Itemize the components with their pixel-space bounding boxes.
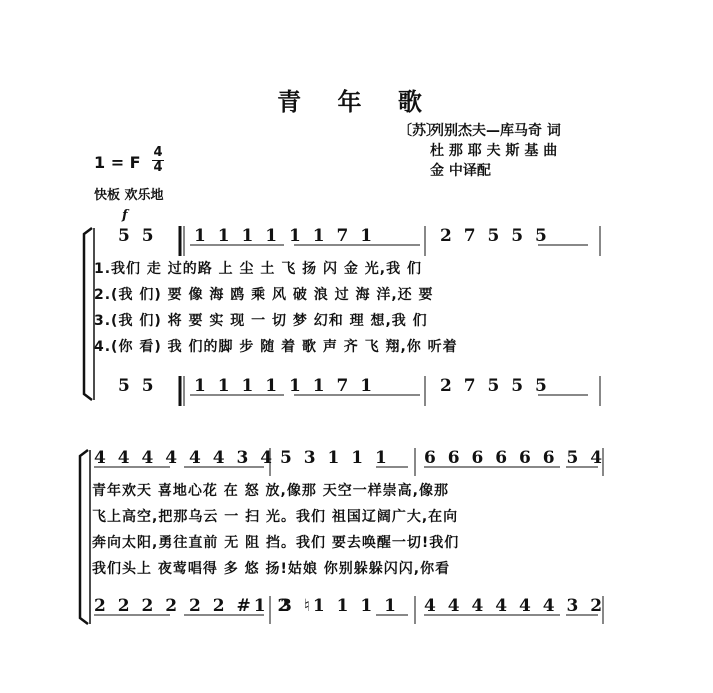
s2-bass-measure2-notes: 3 ♮1 1 1 1 (280, 596, 399, 616)
s1-pickup-notes: 5 5 (118, 226, 157, 246)
s2-lyric-verse4: 我们头上 夜莺唱得 多 悠 扬!姑娘 你别躲躲闪闪,你看 (92, 561, 451, 577)
s1-bass-measure2-notes: 2 7 5 5 5 (440, 376, 550, 396)
key-signature: 1 = F (94, 153, 141, 172)
translator-credit: 金 中译配 (430, 163, 491, 179)
composer-credit: 杜 那 耶 夫 斯 基 曲 (430, 143, 558, 159)
s2-bass-measure3-notes: 4 4 4 4 4 4 3 2 (424, 596, 606, 616)
s2-bass-measure1-notes: 2 2 2 2 2 2 #1 2 (94, 596, 293, 616)
s1-bass-measure1-notes: 1 1 1 1 1 1 7 1 (194, 376, 376, 396)
s2-lyric-verse1: 青年欢天 喜地心花 在 怒 放,像那 天空一样崇高,像那 (92, 483, 450, 499)
s2-measure1-notes: 4 4 4 4 4 4 3 4 (94, 448, 276, 468)
country-bracket: 〔苏〕 (398, 123, 440, 139)
song-title: 青 年 歌 (277, 88, 436, 116)
system2-brace (80, 450, 88, 624)
s2-lyric-verse3: 奔向太阳,勇往直前 无 阻 挡。我们 要去唤醒一切!我们 (92, 535, 460, 551)
s1-lyric-verse2: 2.(我 们) 要 像 海 鸥 乘 风 破 浪 过 海 洋,还 要 (94, 287, 434, 303)
s1-measure2-notes: 2 7 5 5 5 (440, 226, 550, 246)
s1-bass-pickup-notes: 5 5 (118, 376, 157, 396)
s2-measure3-notes: 6 6 6 6 6 6 5 4 (424, 448, 606, 468)
tempo-marking: 快板 欢乐地 (94, 188, 164, 203)
meter-bottom: 4 (153, 160, 163, 175)
s2-lyric-verse2: 飞上高空,把那乌云 一 扫 光。我们 祖国辽阔广大,在向 (92, 509, 459, 525)
lyricist-credit: 列别杰夫—库马奇 词 (430, 123, 561, 139)
s2-measure2-notes: 5 3 1 1 1 (280, 448, 390, 468)
dynamic-marking: f (122, 208, 128, 223)
s1-measure1-notes: 1 1 1 1 1 1 7 1 (194, 226, 376, 246)
s1-lyric-verse4: 4.(你 看) 我 们的脚 步 随 着 歌 声 齐 飞 翔,你 听着 (94, 339, 458, 355)
s1-lyric-verse1: 1.我们 走 过的路 上 尘 土 飞 扬 闪 金 光,我 们 (94, 261, 422, 277)
meter-top: 4 (153, 145, 163, 160)
s1-lyric-verse3: 3.(我 们) 将 要 实 现 一 切 梦 幻和 理 想,我 们 (94, 313, 428, 329)
system1-brace (84, 228, 92, 400)
